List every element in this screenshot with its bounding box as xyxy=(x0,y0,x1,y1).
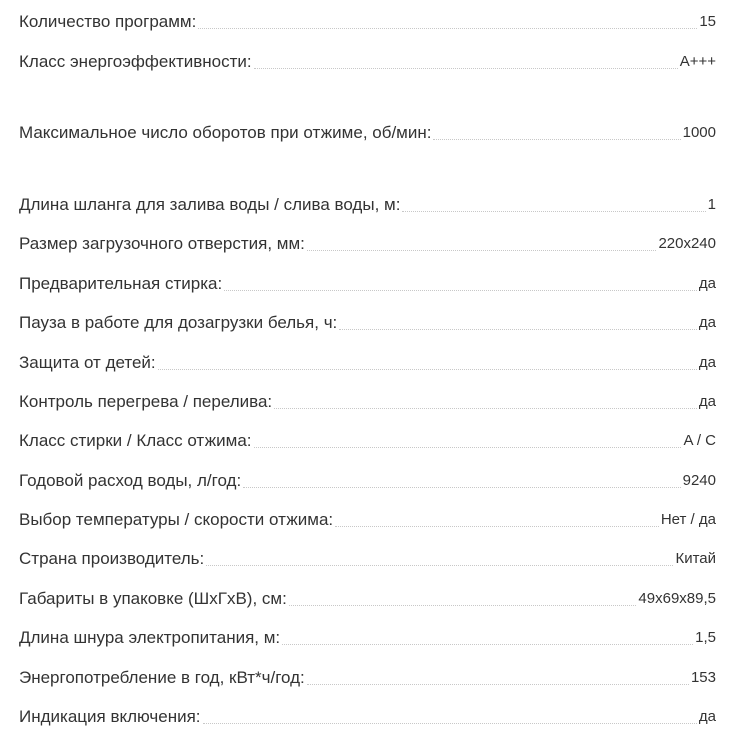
spec-row-door-size xyxy=(19,230,716,254)
dotted-leader xyxy=(224,289,697,291)
spec-value: A / C xyxy=(683,432,716,449)
spec-row-max-spin xyxy=(19,119,716,143)
dotted-leader xyxy=(206,564,673,566)
spec-label: Страна производитель: xyxy=(19,549,205,568)
spec-label: Индикация включения: xyxy=(19,707,201,726)
spec-row-temp-spin-select xyxy=(19,506,716,530)
dotted-leader xyxy=(339,328,697,330)
spec-label: Габариты в упаковке (ШхГхВ), см: xyxy=(19,589,287,608)
spec-value: да xyxy=(698,275,716,292)
spec-label: Класс стирки / Класс отжима: xyxy=(19,431,252,450)
spec-value: да xyxy=(698,393,716,410)
dotted-leader xyxy=(402,210,705,212)
dotted-leader xyxy=(254,446,682,448)
spec-label: Выбор температуры / скорости отжима: xyxy=(19,510,334,529)
spec-value: 153 xyxy=(690,669,716,686)
spec-value: 1,5 xyxy=(695,629,716,646)
dotted-leader xyxy=(243,486,680,488)
spec-label: Количество программ: xyxy=(19,12,197,31)
spec-row-power-indicator xyxy=(19,703,716,727)
spec-label: Энергопотребление в год, кВт*ч/год: xyxy=(19,668,305,687)
spec-value: A+++ xyxy=(679,53,716,70)
dotted-leader xyxy=(289,604,637,606)
spec-row-energy-class xyxy=(19,48,716,72)
dotted-leader xyxy=(282,643,693,645)
dotted-leader xyxy=(335,525,659,527)
dotted-leader xyxy=(203,722,697,724)
spec-label: Годовой расход воды, л/год: xyxy=(19,471,242,490)
spec-row-overheat-control xyxy=(19,388,716,412)
spec-row-programs xyxy=(19,8,716,32)
spec-label: Класс энергоэффективности: xyxy=(19,52,252,71)
spec-row-energy-consumption xyxy=(19,664,716,688)
spec-label: Пауза в работе для дозагрузки белья, ч: xyxy=(19,313,338,332)
spec-label: Размер загрузочного отверстия, мм: xyxy=(19,234,305,253)
spec-row-water-consumption xyxy=(19,467,716,491)
spec-value: 1000 xyxy=(682,124,716,141)
spec-value: 1 xyxy=(707,196,716,213)
spec-label: Максимальное число оборотов при отжиме, об/мин: xyxy=(19,123,432,142)
spec-row-child-lock xyxy=(19,349,716,373)
dotted-leader xyxy=(198,27,697,29)
spec-value: 49x69x89,5 xyxy=(638,590,716,607)
spec-value: 15 xyxy=(699,13,716,30)
spec-label: Предварительная стирка: xyxy=(19,274,223,293)
dotted-leader xyxy=(158,368,697,370)
spec-value: 220x240 xyxy=(658,235,716,252)
spec-label: Защита от детей: xyxy=(19,353,156,372)
spec-row-country xyxy=(19,545,716,569)
dotted-leader xyxy=(254,67,678,69)
spec-value: да xyxy=(698,314,716,331)
spec-value: да xyxy=(698,708,716,725)
spec-value: 9240 xyxy=(682,472,716,489)
dotted-leader xyxy=(433,138,680,140)
dotted-leader xyxy=(274,407,697,409)
spec-label: Длина шланга для залива воды / слива воды, м: xyxy=(19,195,401,214)
dotted-leader xyxy=(307,683,689,685)
dotted-leader xyxy=(307,249,657,251)
spec-value: Китай xyxy=(675,550,716,567)
spec-row-package-dimensions xyxy=(19,585,716,609)
spec-label: Длина шнура электропитания, м: xyxy=(19,628,281,647)
spec-row-hose-length xyxy=(19,191,716,215)
spec-value: Нет / да xyxy=(660,511,716,528)
spec-row-cord-length xyxy=(19,624,716,648)
spec-value: да xyxy=(698,354,716,371)
spec-row-pause-reload xyxy=(19,309,716,333)
spec-row-prewash xyxy=(19,270,716,294)
spec-label: Контроль перегрева / перелива: xyxy=(19,392,273,411)
spec-row-wash-spin-class xyxy=(19,427,716,451)
